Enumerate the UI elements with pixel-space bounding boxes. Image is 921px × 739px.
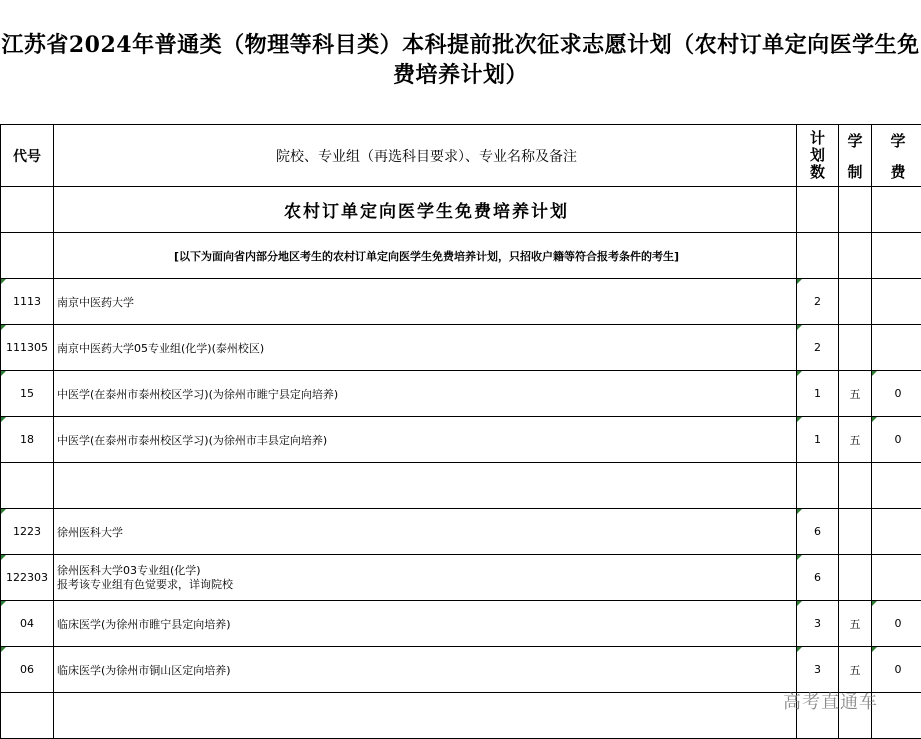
row-code: 15 (1, 371, 54, 417)
header-fee-char: 费 (890, 162, 906, 181)
plan-table (0, 124, 921, 739)
row-name (54, 693, 797, 739)
row-code (1, 693, 54, 739)
row-duration (839, 509, 872, 555)
row-name: 中医学(在泰州市泰州校区学习)(为徐州市睢宁县定向培养) (54, 371, 797, 417)
row-duration: 五 (839, 647, 872, 693)
row-name: 中医学(在泰州市泰州校区学习)(为徐州市丰县定向培养) (54, 417, 797, 463)
row-name-remark: 报考该专业组有色觉要求，详询院校 (57, 577, 233, 591)
row-code: 1223 (1, 509, 54, 555)
header-plan-char: 计 (809, 129, 825, 147)
row-plan: 6 (797, 509, 839, 555)
row-fee (872, 509, 921, 555)
header-fee (872, 125, 921, 187)
table-row (1, 325, 921, 371)
section-code-cell (1, 187, 54, 233)
row-plan: 1 (797, 417, 839, 463)
note-duration-cell (839, 233, 872, 279)
section-title: 农村订单定向医学生免费培养计划 (54, 187, 797, 233)
row-duration: 五 (839, 417, 872, 463)
row-code: 1113 (1, 279, 54, 325)
table-row (1, 647, 921, 693)
row-code: 06 (1, 647, 54, 693)
row-name: 临床医学(为徐州市睢宁县定向培养) (54, 601, 797, 647)
row-code: 111305 (1, 325, 54, 371)
page-title: 江苏省2024年普通类（物理等科目类）本科提前批次征求志愿计划（农村订单定向医学生免费培养计划） (1, 32, 920, 88)
row-name (54, 555, 797, 601)
row-fee: 0 (872, 601, 921, 647)
row-fee: 0 (872, 647, 921, 693)
table-row (1, 601, 921, 647)
note-row (1, 233, 921, 279)
row-name-line: 徐州医科大学03专业组(化学) (57, 563, 201, 577)
row-fee (872, 555, 921, 601)
table-row (1, 509, 921, 555)
row-duration (839, 325, 872, 371)
table-row (1, 417, 921, 463)
row-code: 18 (1, 417, 54, 463)
row-fee: 0 (872, 417, 921, 463)
row-code (1, 463, 54, 509)
row-name: 徐州医科大学 (54, 509, 797, 555)
section-plan-cell (797, 187, 839, 233)
header-duration (839, 125, 872, 187)
row-name: 南京中医药大学05专业组(化学)(泰州校区) (54, 325, 797, 371)
header-plan-char: 数 (809, 163, 825, 181)
note-plan-cell (797, 233, 839, 279)
row-fee (872, 463, 921, 509)
header-name: 院校、专业组（再选科目要求）、专业名称及备注 (54, 125, 797, 187)
section-duration-cell (839, 187, 872, 233)
row-plan: 1 (797, 371, 839, 417)
row-fee (872, 693, 921, 739)
row-code: 122303 (1, 555, 54, 601)
row-name: 南京中医药大学 (54, 279, 797, 325)
watermark: 高考直通车 (783, 692, 878, 713)
row-name (54, 463, 797, 509)
row-fee: 0 (872, 371, 921, 417)
note-fee-cell (872, 233, 921, 279)
row-fee (872, 325, 921, 371)
header-code: 代号 (1, 125, 54, 187)
row-duration (839, 463, 872, 509)
row-duration: 五 (839, 371, 872, 417)
header-duration-char: 制 (847, 162, 863, 181)
note-code-cell (1, 233, 54, 279)
table-row (1, 555, 921, 601)
table-header-row (1, 125, 921, 187)
row-duration (839, 279, 872, 325)
table-row (1, 371, 921, 417)
table-row (1, 463, 921, 509)
section-title-row (1, 187, 921, 233)
row-fee (872, 279, 921, 325)
header-plan (797, 125, 839, 187)
row-plan: 2 (797, 279, 839, 325)
row-plan (797, 463, 839, 509)
table-row (1, 279, 921, 325)
note-text: [以下为面向省内部分地区考生的农村订单定向医学生免费培养计划，只招收户籍等符合报考条件的考生] (54, 233, 797, 279)
row-plan: 6 (797, 555, 839, 601)
row-duration: 五 (839, 601, 872, 647)
header-plan-char: 划 (809, 146, 825, 164)
row-code: 04 (1, 601, 54, 647)
row-plan: 3 (797, 601, 839, 647)
row-plan: 2 (797, 325, 839, 371)
header-fee-char: 学 (890, 131, 906, 150)
row-name: 临床医学(为徐州市铜山区定向培养) (54, 647, 797, 693)
row-plan: 3 (797, 647, 839, 693)
row-duration (839, 555, 872, 601)
section-fee-cell (872, 187, 921, 233)
header-duration-char: 学 (847, 131, 863, 150)
